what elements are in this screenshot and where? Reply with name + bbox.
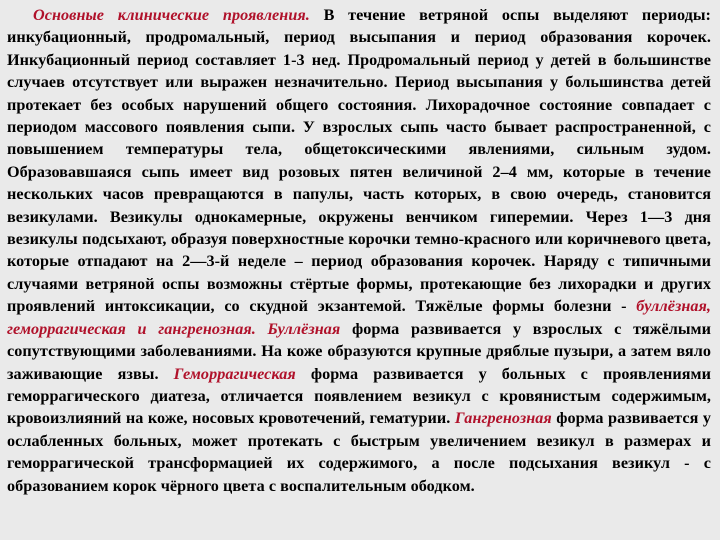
clinical-manifestations-paragraph [7, 4, 711, 497]
body-text-run [256, 320, 268, 338]
body-text-run: форма развивается у ослабленных больных, может протекать с быстрым увеличением везикул в размерах и геморрагической трансформацией их содержимого, а после подсыхания везикул - с образованием корок чёрного цвета с воспалительным ободком. [7, 409, 712, 495]
highlighted-term: буллёзная, геморрагическая и гангренозная. [7, 297, 711, 338]
body-text-run: В течение ветряной оспы выделяют периоды: инкубационный, продромальный, период высыпания и период образования корочек. Инкубационный период составляет 1-3 нед. Продромальный период у детей в большинстве случаев отсутствует или выражен незначительно. Период высыпания у большинства детей протекает без особых нарушений общего состояния. Лихорадочное состояние совпадает с периодом массового появления сыпи. У взрослых сыпь часто бывает распространенной, с повышением температуры тела, общетоксическими явлениями, сильным зудом. Образовавшаяся сыпь имеет вид розовых пятен величиной 2–4 мм, которые в течение нескольких часов превращаются в папулы, часть которых, в свою очередь, становится везикулами. Везикулы однокамерные, окружены венчиком гиперемии. Через 1—3 дня везикулы подсыхают, образуя поверхностные корочки темно-красного или коричневого цвета, которые отпадают на 2—3-й неделе – период образования корочек. Наряду с типичными случаями ветряной оспы возможны стёртые формы, протекающие без лихорадки и других проявлений интоксикации, со скудной экзантемой. Тяжёлые формы болезни - [7, 6, 711, 316]
highlighted-term: Гангренозная [454, 409, 552, 428]
body-text-run: форма развивается у больных с проявлениями геморрагического диатеза, отличается появлением везикул с кровянистым содержимым, кровоизлияний на коже, носовых кровотечений, гематурии. [7, 364, 711, 428]
highlighted-term: Основные клинические проявления. [33, 6, 310, 24]
highlighted-term: Буллёзная [267, 319, 341, 338]
body-text-run: форма развивается у взрослых с тяжёлыми сопутствующими заболеваниями. На коже образуются крупные дряблые пузыри, а затем вяло заживающие язвы. [7, 319, 711, 383]
highlighted-term: Геморрагическая [173, 364, 296, 383]
